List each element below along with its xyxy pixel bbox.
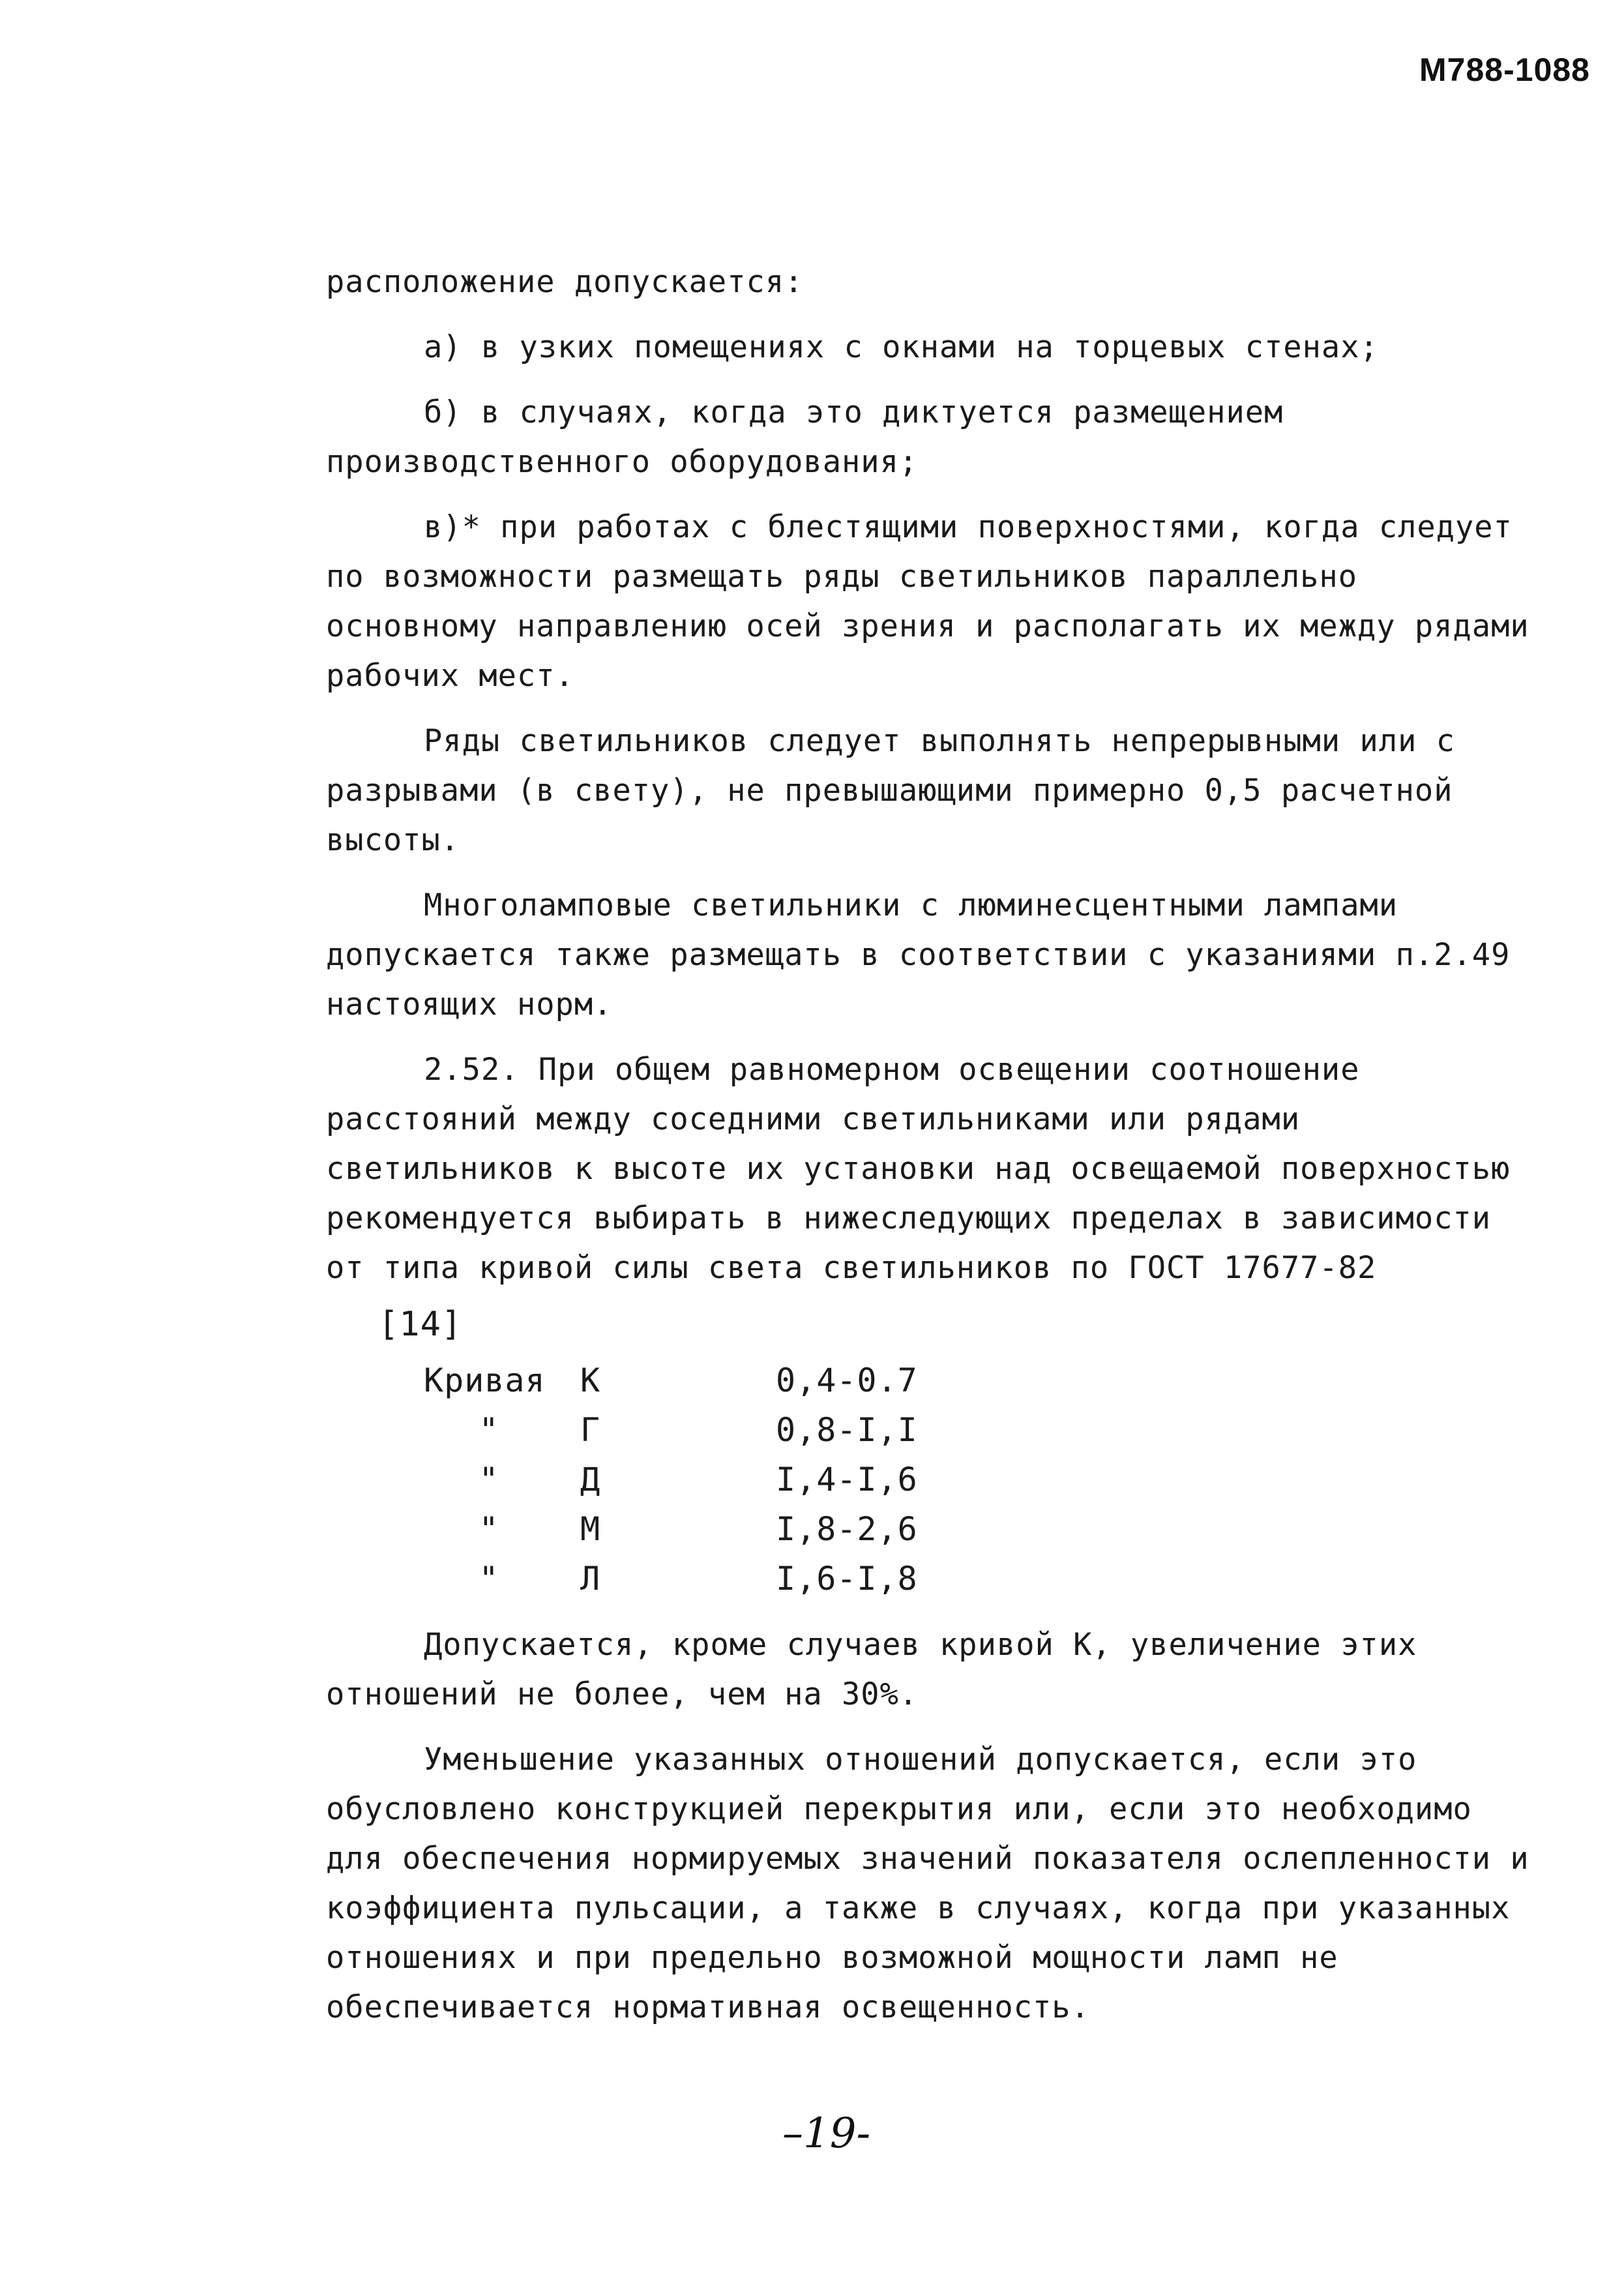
table-row xyxy=(424,1405,1037,1455)
ditto-mark: " xyxy=(479,1510,499,1548)
ditto-mark: " xyxy=(479,1461,499,1498)
document-body xyxy=(326,258,1545,2048)
paragraph-allowance: Допускается, кроме случаев кривой К, увеличение этих отношений не более, чем на 30%. xyxy=(326,1627,1417,1712)
curve-range: 0,4-0.7 xyxy=(776,1362,918,1399)
curve-type: К xyxy=(580,1362,601,1399)
curve-ratio-table xyxy=(424,1356,1037,1603)
ditto-mark: " xyxy=(479,1560,499,1598)
reference-mark: [14] xyxy=(378,1305,463,1344)
table-row xyxy=(424,1356,1037,1405)
curve-range: I,4-I,6 xyxy=(776,1461,918,1498)
table-row xyxy=(424,1455,1037,1504)
curve-range: 0,8-I,I xyxy=(776,1411,918,1449)
curve-type: Д xyxy=(580,1461,601,1498)
ditto-mark: " xyxy=(479,1411,499,1449)
paragraph-intro: расположение допускается: xyxy=(326,264,804,300)
curve-type: Г xyxy=(580,1411,601,1449)
list-item-b: б) в случаях, когда это диктуется размещением производственного оборудования; xyxy=(326,394,1284,480)
table-row xyxy=(424,1504,1037,1554)
list-item-a: а) в узких помещениях с окнами на торцевых стенах; xyxy=(424,329,1379,365)
paragraph-multilamp: Многоламповые светильники с люминесцентными лампами допускается также размещать в соответствии с указаниями п.2.49 настоящих норм. xyxy=(326,887,1511,1022)
paragraph-2-52: 2.52. При общем равномерном освещении соотношение расстояний между соседними светильниками или рядами светильников к высоте их установки над освещаемой поверхностью рекомендуется выбирать в нижеследующих пределах в зависимости от типа кривой силы света светильников по ГОСТ 17677-82 xyxy=(326,1052,1511,1286)
table-row xyxy=(424,1554,1037,1603)
document-code: М788-1088 xyxy=(1419,52,1590,88)
curve-type: Л xyxy=(580,1560,601,1598)
curve-range: I,6-I,8 xyxy=(776,1560,918,1598)
paragraph-reduction: Уменьшение указанных отношений допускается, если это обусловлено конструкцией перекрытия или, если это необходимо для обеспечения нормируемых значений показателя ослепленности и коэффициента пульсации, а также в случаях, когда при указанных отношениях и при предельно возможной мощности ламп не обеспечивается нормативная освещенность. xyxy=(326,1742,1529,2025)
list-item-c: в)* при работах с блестящими поверхностями, когда следует по возможности размещать ряды светильников параллельно основному направлению осей зрения и располагать их между рядами рабочих мест. xyxy=(326,509,1529,694)
curve-label: Кривая xyxy=(424,1362,546,1399)
page-number: –19- xyxy=(782,2109,871,2158)
paragraph-rows: Ряды светильников следует выполнять непрерывными или с разрывами (в свету), не превышающими примерно 0,5 расчетной высоты. xyxy=(326,723,1456,858)
curve-range: I,8-2,6 xyxy=(776,1510,918,1548)
curve-type: М xyxy=(580,1510,601,1548)
